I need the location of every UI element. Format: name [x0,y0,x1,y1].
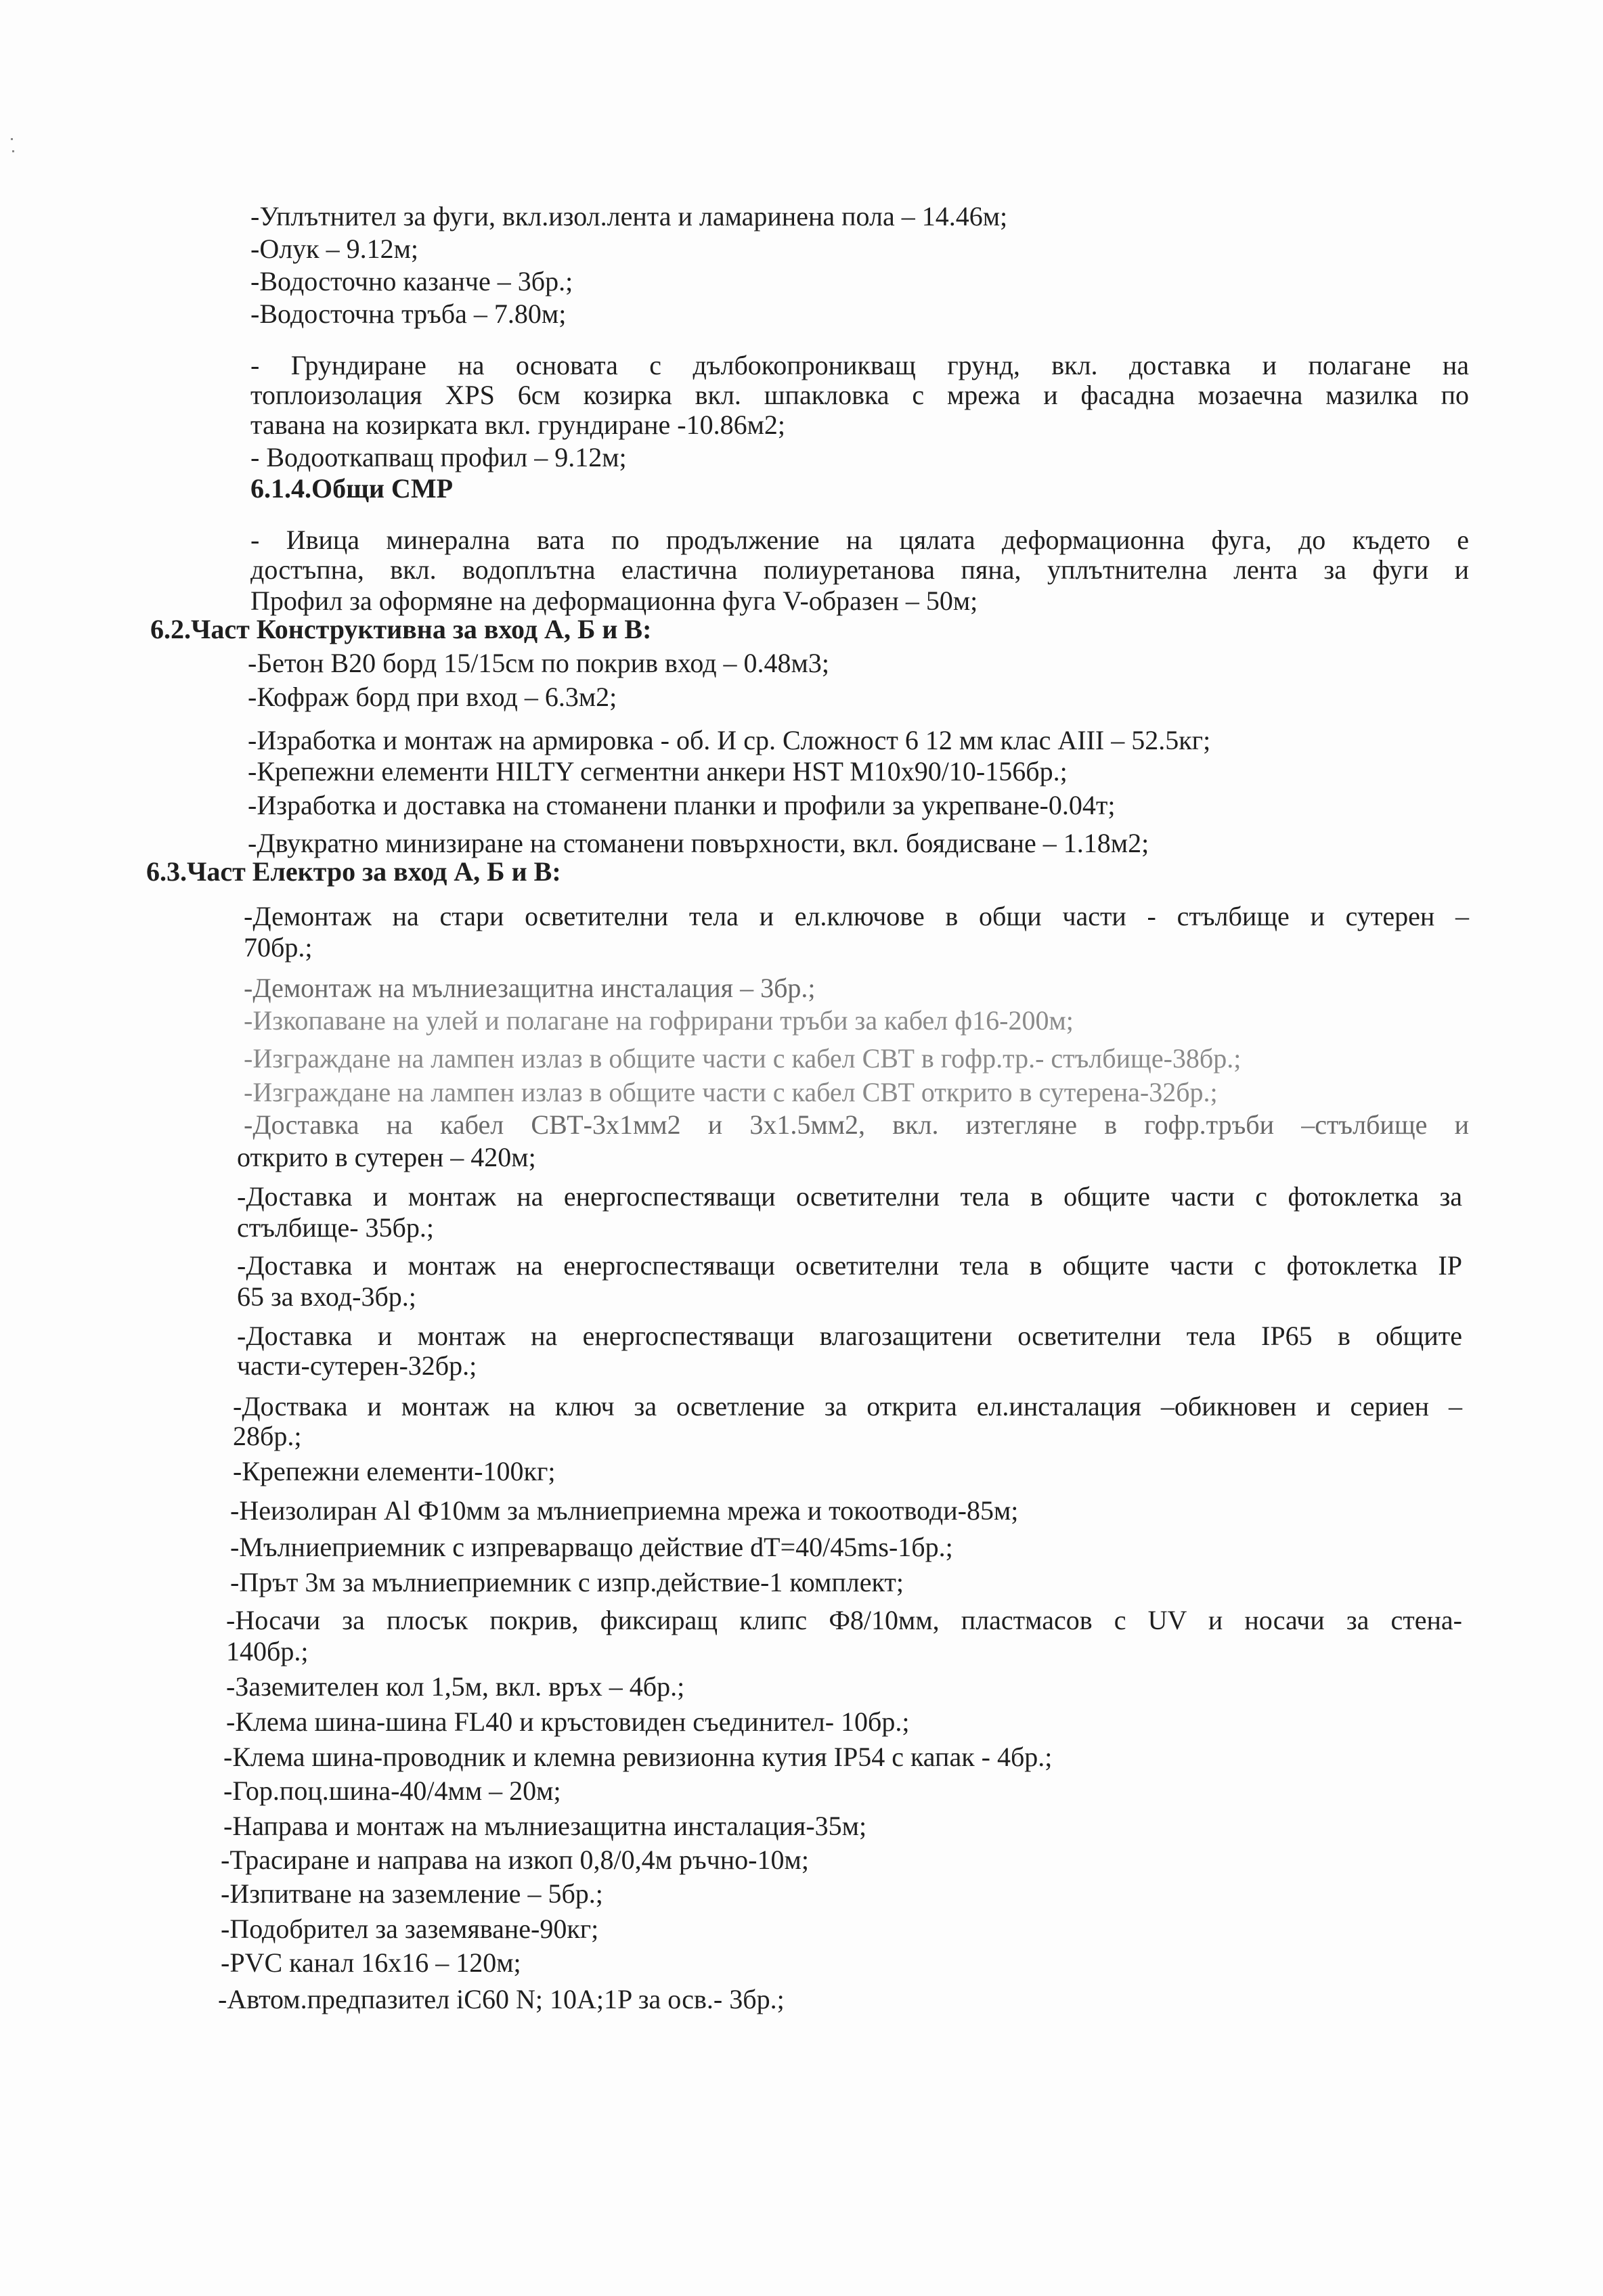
doc-line-light-switches-2: 28бр.; [233,1421,302,1451]
doc-line-drip-profile: - Водооткапващ профил – 9.12м; [250,442,627,472]
doc-line-aluminium-conductor: -Неизолиран Al Ф10мм за мълниеприемна мрежа и токоотводи-85м; [230,1495,1019,1526]
doc-line-steel-painting: -Двукратно минизиране на стоманени повърхности, вкл. боядисване – 1.18м2; [248,828,1149,858]
doc-line-rainwater-head: -Водосточно казанче – 3бр.; [250,266,573,296]
section-heading-62: 6.2.Част Конструктивна за вход А, Б и В: [150,614,652,644]
scan-speck [11,138,13,140]
doc-line-basement-fixtures-2: части-сутерен-32бр.; [237,1350,477,1381]
doc-line-dismantle-lights-2: 70бр.; [244,932,313,963]
doc-line-trench-conduit: -Изкопаване на улей и полагане на гофрирани тръби за кабел ф16-200м; [244,1005,1074,1036]
doc-line-roof-supports-1: -Носачи за плосък покрив, фиксиращ клипс Ф8/10мм, пластмасов с UV и носачи за стена- [226,1605,1462,1635]
doc-line-basement-fixtures-1: -Доставка и монтаж на енергоспестяващи влагозащитени осветителни тела IP65 в общите [237,1321,1462,1351]
doc-line-trench-excavation: -Трасиране и направа на изкоп 0,8/0,4м ръчно-10м; [221,1845,809,1875]
doc-line-mineral-wool-1: - Ивица минерална вата по продължение на цялата деформационна фуга, до където е [250,525,1469,555]
section-heading-614: 6.1.4.Общи СМР [250,473,454,504]
doc-line-earthing-enhancer: -Подобрител за заземяване-90кг; [221,1914,599,1944]
section-heading-63: 6.3.Част Електро за вход А, Б и В: [146,856,561,887]
doc-line-downpipe: -Водосточна тръба – 7.80м; [250,299,567,329]
doc-line-entrance-fixtures-1: -Доставка и монтаж на енергоспестяващи осветителни тела в общите части с фотоклетка IP [237,1250,1462,1281]
doc-line-priming-1: - Грундиране на основата с дълбокопроникващ грунд, вкл. доставка и полагане на [250,350,1469,380]
doc-line-dismantle-lightning: -Демонтаж на мълниезащитна инсталация – 3бр.; [244,973,816,1003]
doc-line-earthing-test: -Изпитване на заземление – 5бр.; [221,1878,603,1909]
doc-line-earth-rod: -Заземителен кол 1,5м, вкл. връх – 4бр.; [226,1671,685,1702]
doc-line-reinforcement: -Изработка и монтаж на армировка - об. И ср. Сложност 6 12 мм клас АIII – 52.5кг; [248,725,1211,755]
doc-line-pvc-channel: -PVC канал 16х16 – 120м; [221,1947,521,1978]
doc-line-cable-supply-1: -Доставка на кабел СВТ-3х1мм2 и 3х1.5мм2, вкл. изтегляне в гофр.тръби –стълбище и [244,1109,1469,1140]
doc-line-priming-3: тавана на козирката вкл. грундиране -10.86м2; [250,410,786,440]
doc-line-circuit-breaker: -Автом.предпазител iC60 N; 10A;1P за осв.- 3бр.; [218,1984,785,2014]
doc-line-steel-plates: -Изработка и доставка на стоманени планки и профили за укрепване-0.04т; [248,790,1116,820]
doc-line-formwork: -Кофраж борд при вход – 6.3м2; [248,682,617,712]
doc-line-cable-supply-2: открито в сутерен – 420м; [237,1142,536,1172]
doc-line-entrance-fixtures-2: 65 за вход-3бр.; [237,1281,416,1312]
doc-line-roof-supports-2: 140бр.; [226,1636,309,1666]
doc-line-busbar-clamp: -Клема шина-шина FL40 и кръстовиден съединител- 10бр.; [226,1706,910,1737]
doc-line-air-terminal: -Мълниеприемник с изпреварващо действие dT=40/45ms-1бр.; [230,1532,953,1562]
doc-line-sealant: -Уплътнител за фуги, вкл.изол.лента и ламаринена пола – 14.46м; [250,201,1008,231]
doc-line-mast: -Прът 3м за мълниеприемник с изпр.действие-1 комплект; [230,1567,904,1597]
doc-line-lamp-outlet-stairs: -Изграждане на лампен излаз в общите части с кабел СВТ в гофр.тр.- стълбище-38бр.; [244,1043,1242,1074]
doc-line-gutter: -Олук – 9.12м; [250,234,419,264]
doc-line-galvanized-strip: -Гор.поц.шина-40/4мм – 20м; [223,1775,561,1806]
doc-line-concrete: -Бетон В20 борд 15/15см по покрив вход – 0.48м3; [248,648,829,678]
doc-line-dismantle-lights-1: -Демонтаж на стари осветителни тела и ел.ключове в общи части - стълбище и сутерен – [244,901,1469,931]
doc-line-fasteners: -Крепежни елементи-100кг; [233,1456,556,1486]
doc-line-stair-fixtures-1: -Доставка и монтаж на енергоспестяващи осветителни тела в общите части с фотоклетка за [237,1181,1462,1212]
doc-line-lamp-outlet-basement: -Изграждане на лампен излаз в общите части с кабел СВТ открито в сутерена-32бр.; [244,1077,1218,1107]
doc-line-mineral-wool-3: Профил за оформяне на деформационна фуга V-образен – 50м; [250,586,978,616]
doc-line-mineral-wool-2: достъпна, вкл. водоплътна еластична полиуретанова пяна, уплътнителна лента за фуги и [250,554,1469,585]
scan-speck [12,150,14,152]
doc-line-priming-2: топлоизолация XPS 6см козирка вкл. шпакловка с мрежа и фасадна мозаечна мазилка по [250,380,1469,410]
doc-line-light-switches-1: -Доствака и монтаж на ключ за осветление за открита ел.инсталация –обикновен и сериен – [233,1391,1462,1421]
doc-line-stair-fixtures-2: стълбище- 35бр.; [237,1212,434,1243]
doc-line-hilty-anchors: -Крепежни елементи HILTY сегментни анкери HST M10x90/10-156бр.; [248,756,1068,787]
doc-line-lightning-installation: -Направа и монтаж на мълниезащитна инсталация-35м; [223,1811,867,1841]
doc-line-conductor-clamp: -Клема шина-проводник и клемна ревизионна кутия IP54 с капак - 4бр.; [223,1742,1053,1772]
